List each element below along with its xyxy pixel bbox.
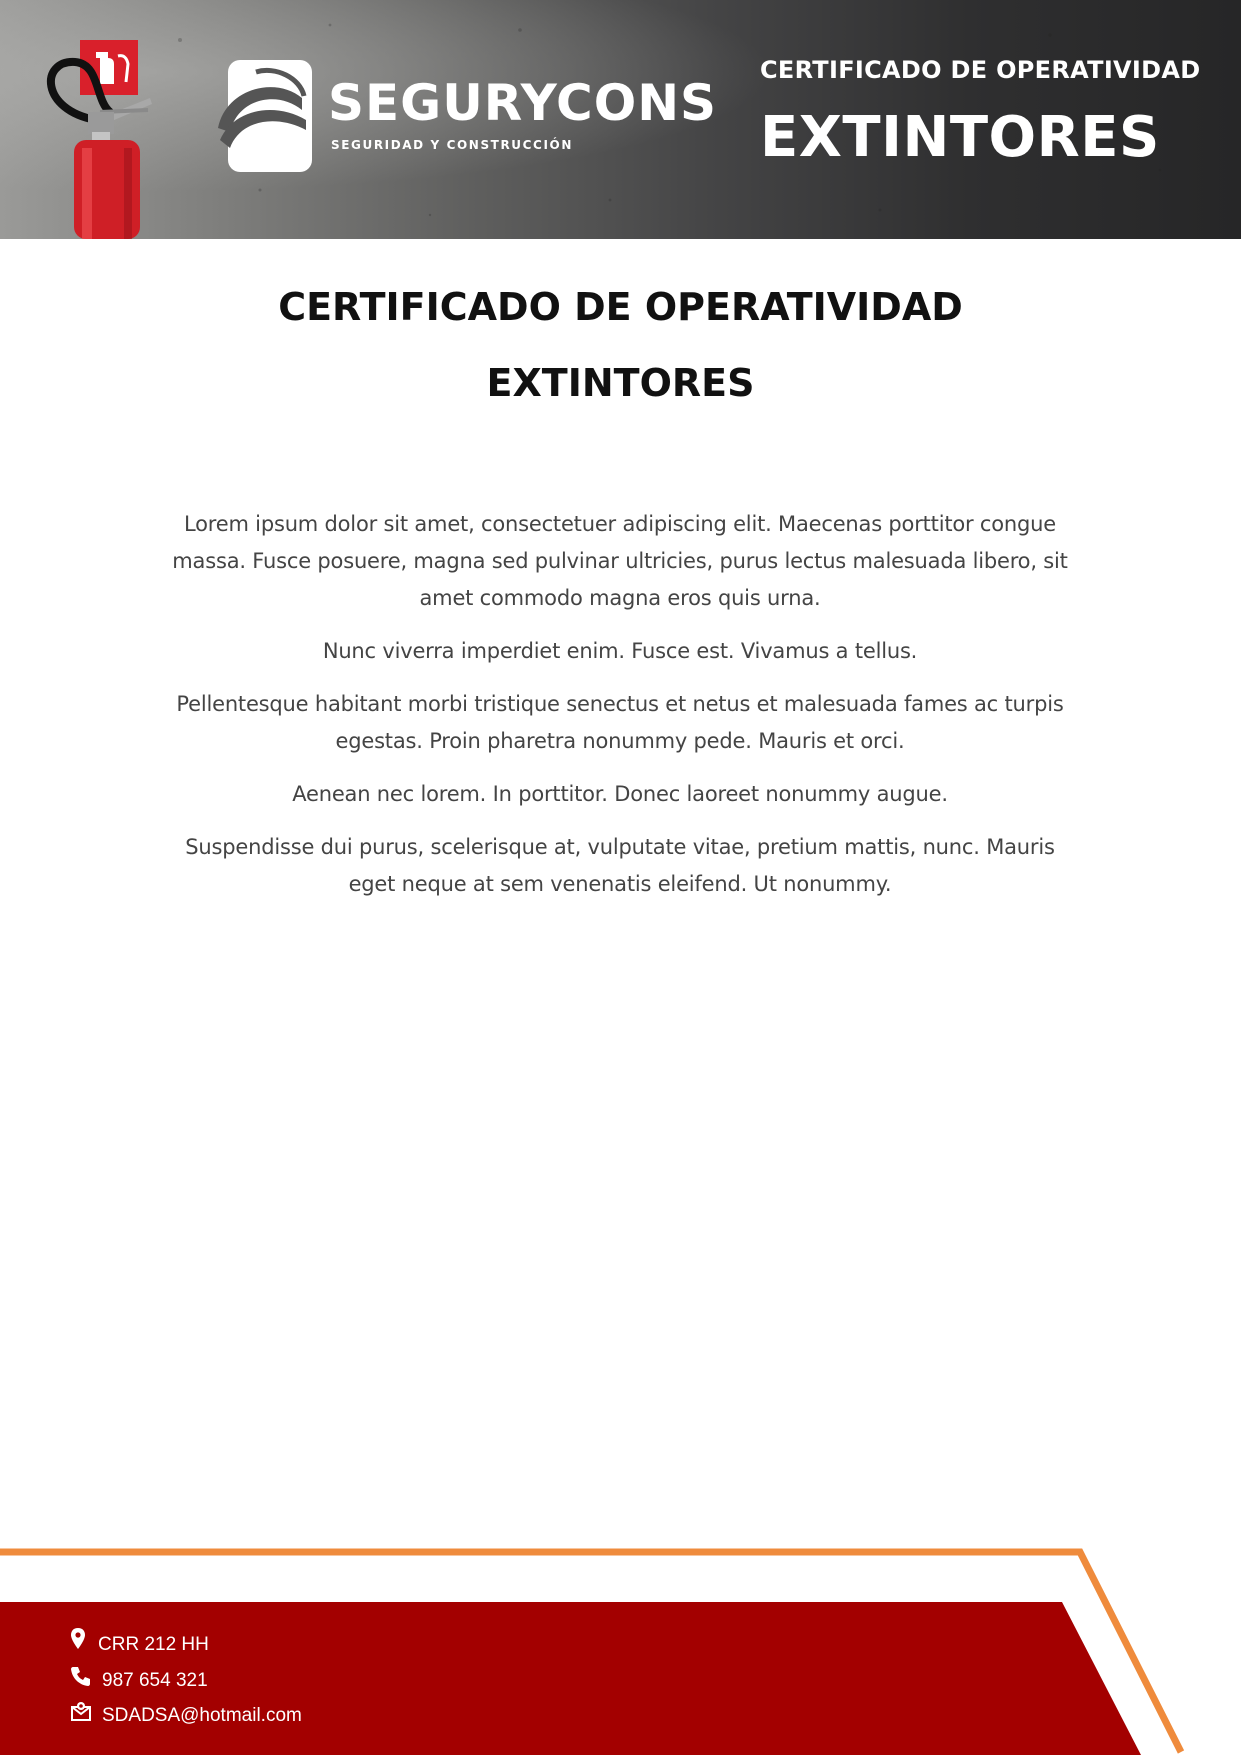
brand-name: SEGURYCONS <box>328 74 718 132</box>
document-body <box>170 506 1070 919</box>
body-paragraph: Nunc viverra imperdiet enim. Fusce est. Vivamus a tellus. <box>322 639 918 663</box>
fire-extinguisher-photo <box>0 0 180 239</box>
email-text[interactable]: SDADSA@hotmail.com <box>102 1705 302 1726</box>
body-paragraph: Pellentesque habitant morbi tristique senectus et netus et malesuada fames ac turpis egestas. Proin pharetra nonummy pede. Mauris et orci. <box>176 692 1064 753</box>
body-paragraph: Suspendisse dui purus, scelerisque at, vulputate vitae, pretium mattis, nunc. Mauris eget neque at sem venenatis eleifend. Ut nonummy. <box>185 835 1055 896</box>
email-icon <box>70 1701 92 1723</box>
footer-email <box>70 1705 302 1727</box>
footer-address <box>70 1634 209 1656</box>
phone-icon <box>70 1665 92 1687</box>
document-title-line-1: CERTIFICADO DE OPERATIVIDAD <box>278 285 963 329</box>
segurycons-logo-icon <box>216 58 316 176</box>
phone-text: 987 654 321 <box>102 1670 208 1691</box>
document-title-line-2: EXTINTORES <box>486 361 755 405</box>
banner-title: EXTINTORES <box>760 105 1160 170</box>
body-paragraph: Lorem ipsum dolor sit amet, consectetuer adipiscing elit. Maecenas porttitor congue massa. Fusce posuere, magna sed pulvinar ultricies, purus lectus malesuada libero, sit amet commodo magna eros quis urna. <box>172 512 1068 610</box>
address-text: CRR 212 HH <box>98 1634 209 1655</box>
header-banner <box>0 0 1241 239</box>
location-pin-icon <box>70 1628 86 1650</box>
body-paragraph: Aenean nec lorem. In porttitor. Donec laoreet nonummy augue. <box>292 782 948 806</box>
banner-kicker: CERTIFICADO DE OPERATIVIDAD <box>760 56 1201 84</box>
footer-phone <box>70 1670 208 1692</box>
brand-tagline: SEGURIDAD Y CONSTRUCCIÓN <box>331 138 573 152</box>
